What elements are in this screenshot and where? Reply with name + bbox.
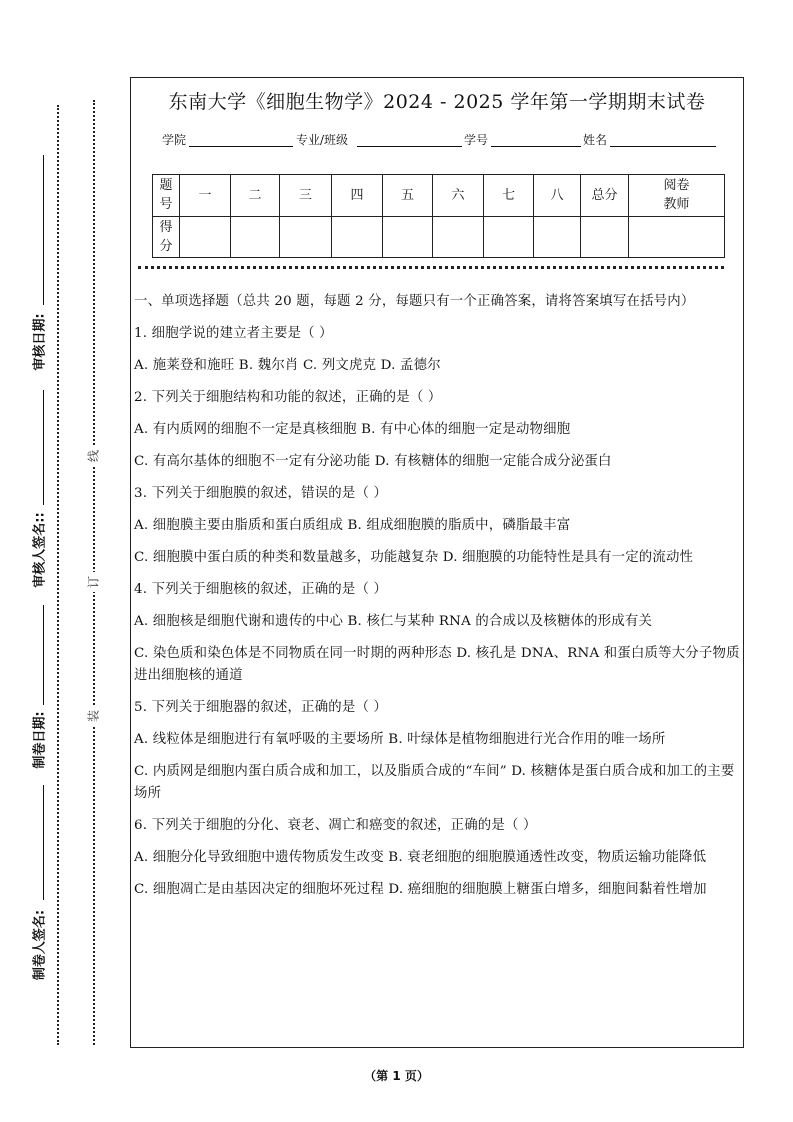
page-number: （第 1 页） [364,1069,429,1083]
question-options: C. 细胞凋亡是由基因决定的细胞坏死过程 D. 癌细胞的细胞膜上糖蛋白增多，细胞间黏着性增加 [134,882,707,897]
score-cell[interactable] [484,216,534,258]
reviewer-signature-label: 审核人签名:: [32,512,48,588]
score-col-3: 三 [280,175,332,217]
student-info-row [162,131,722,149]
section-heading: 一、单项选择题（总共 20 题，每题 2 分，每题只有一个正确答案，请将答案填写在括号内） [134,294,695,309]
binding-mark-bind: 装 [80,706,106,726]
score-col-4: 四 [332,175,383,217]
score-cell[interactable] [383,216,433,258]
question-stem: 2. 下列关于细胞结构和功能的叙述，正确的是（ ） [134,390,442,405]
score-cell[interactable] [280,216,332,258]
question-stem: 3. 下列关于细胞膜的叙述，错误的是（ ） [134,486,388,501]
question-options: A. 细胞膜主要由脂质和蛋白质组成 B. 组成细胞膜的脂质中，磷脂最丰富 [134,518,571,533]
student-id-field[interactable] [491,146,581,147]
exam-content [134,291,740,911]
name-label: 姓名 [583,133,608,147]
question-stem: 4. 下列关于细胞核的叙述，正确的是（ ） [134,582,388,597]
question-stem: 6. 下列关于细胞的分化、衰老、凋亡和癌变的叙述，正确的是（ ） [134,818,537,833]
reviewer-signature-line [43,390,44,505]
exam-title: 东南大学《细胞生物学》2024 - 2025 学年第一学期期末试卷 [168,91,706,113]
question-stem: 5. 下列关于细胞器的叙述，正确的是（ ） [134,700,388,715]
reviewer-date-label: 审核日期: [32,313,48,371]
score-col-1: 一 [180,175,231,217]
question-options: A. 线粒体是细胞进行有氧呼吸的主要场所 B. 叶绿体是植物细胞进行光合作用的唯一场所 [134,732,666,747]
college-label: 学院 [162,133,187,147]
question-options: A. 细胞分化导致细胞中遗传物质发生改变 B. 衰老细胞的细胞膜通透性改变，物质运输功能降低 [134,850,707,865]
maker-signature-label: 制卷人签名: [32,909,48,981]
question-options: C. 有高尔基体的细胞不一定有分泌功能 D. 有核糖体的细胞一定能合成分泌蛋白 [134,454,612,469]
binding-dotted-line-outer [57,105,59,1045]
maker-signature-line [43,785,44,900]
question-options: A. 施莱登和施旺 B. 魏尔肖 C. 列文虎克 D. 孟德尔 [134,358,441,373]
score-row-head: 得 分 [153,216,180,258]
student-id-label: 学号 [464,133,489,147]
college-field[interactable] [189,146,293,147]
binding-mark-line: 线 [80,446,106,466]
question-number-head: 题 号 [153,175,180,217]
dotted-separator [138,266,724,269]
question-options: A. 有内质网的细胞不一定是真核细胞 B. 有中心体的细胞一定是动物细胞 [134,422,571,437]
question-options: C. 内质网是细胞内蛋白质合成和加工，以及脂质合成的“车间” D. 核糖体是蛋白质合成和加工的主要场所 [134,764,735,801]
major-class-label: 专业/班级 [296,133,349,147]
binding-mark-staple: 订 [80,572,106,592]
reviewer-teacher-head: 阅卷 教师 [629,175,725,217]
score-cell[interactable] [231,216,280,258]
score-col-2: 二 [231,175,280,217]
question-options: A. 细胞核是细胞代谢和遗传的中心 B. 核仁与某种 RNA 的合成以及核糖体的形成有关 [134,614,653,629]
score-col-8: 八 [534,175,581,217]
question-options: C. 细胞膜中蛋白质的种类和数量越多，功能越复杂 D. 细胞膜的功能特性是具有一定的流动性 [134,550,694,565]
score-cell[interactable] [332,216,383,258]
score-table [152,174,725,258]
score-cell-total[interactable] [581,216,629,258]
score-cell[interactable] [534,216,581,258]
score-table-score-row [153,216,725,258]
question-options: C. 染色质和染色体是不同物质在同一时期的两种形态 D. 核孔是 DNA、RNA 和蛋白质等大分子物质进出细胞核的通道 [134,646,740,683]
score-col-total: 总分 [581,175,629,217]
name-field[interactable] [610,146,716,147]
score-col-5: 五 [383,175,433,217]
score-col-6: 六 [433,175,484,217]
major-class-field[interactable] [357,146,462,147]
score-cell[interactable] [433,216,484,258]
reviewer-date-line [43,155,44,305]
maker-date-line [43,605,44,705]
maker-date-label: 制卷日期: [32,711,48,769]
question-stem: 1. 细胞学说的建立者主要是（ ） [134,326,333,341]
reviewer-cell[interactable] [629,216,725,258]
score-table-header-row [153,175,725,217]
score-col-7: 七 [484,175,534,217]
score-cell[interactable] [180,216,231,258]
